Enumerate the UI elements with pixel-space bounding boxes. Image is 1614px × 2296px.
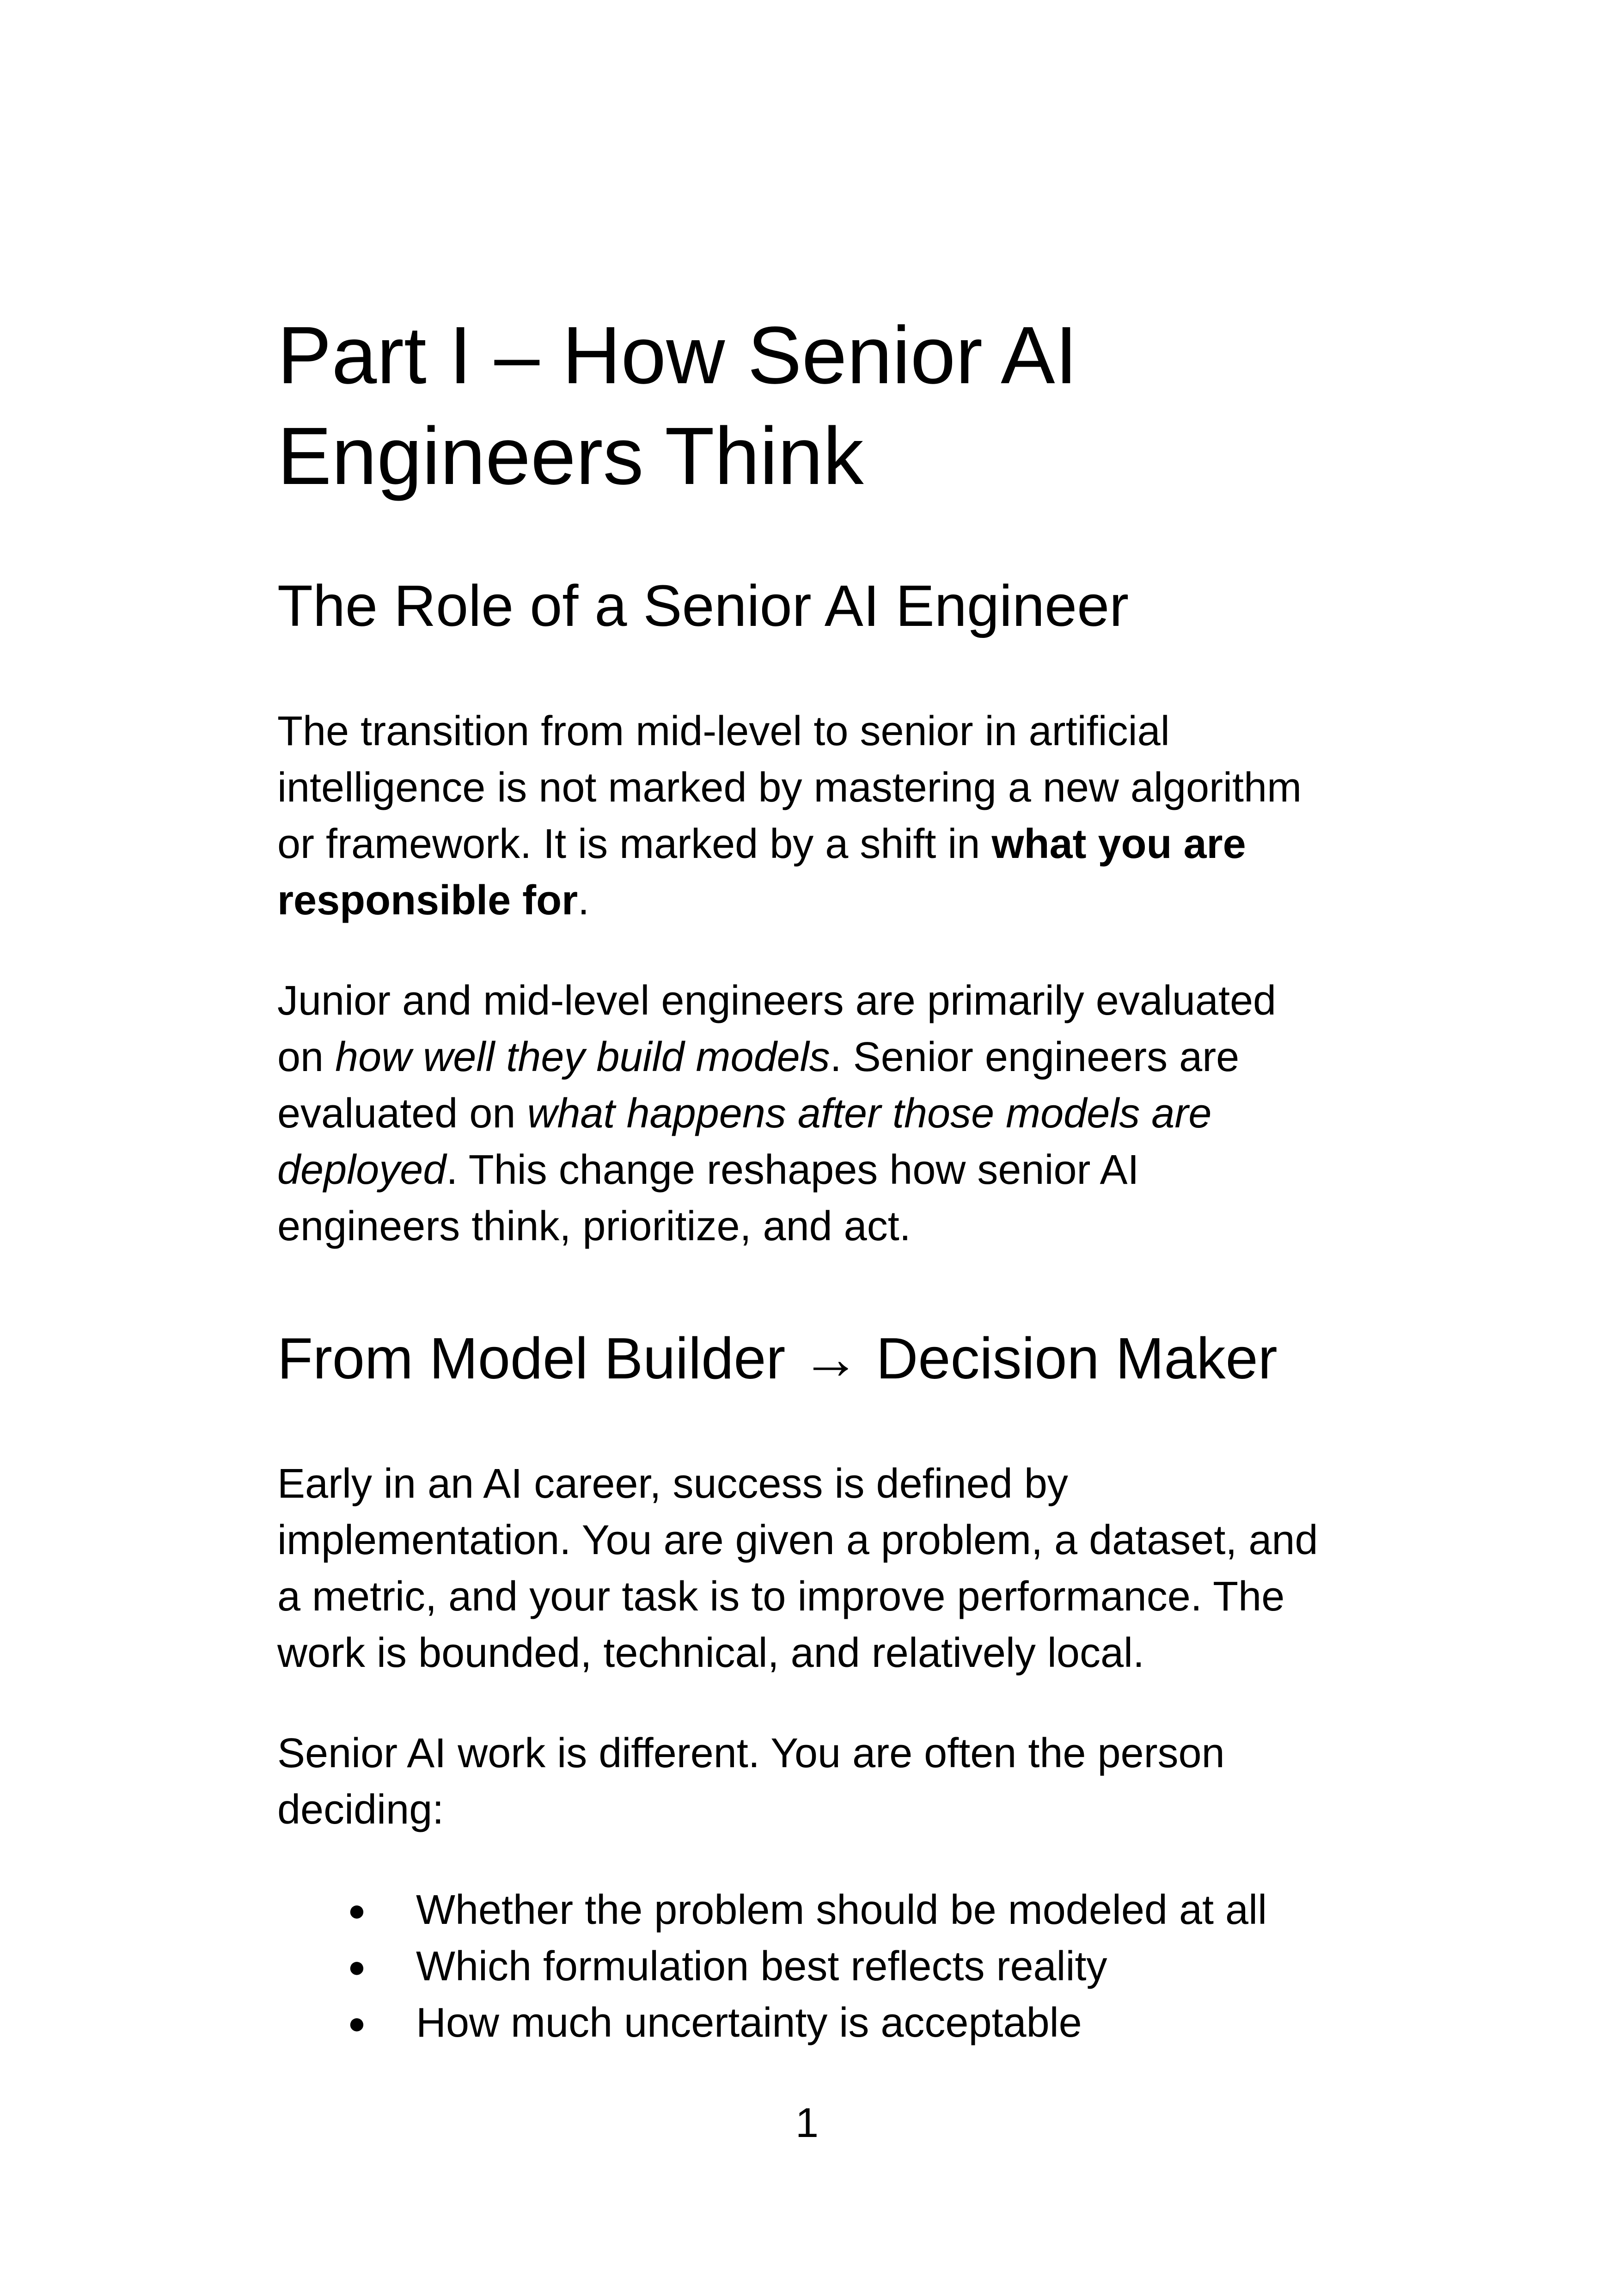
section-heading-role: The Role of a Senior AI Engineer [277, 573, 1129, 638]
italic-text: what happens after those models are [527, 1090, 1212, 1137]
paragraph-transition [277, 703, 1340, 929]
bullet-icon: ● [348, 2006, 366, 2040]
paragraph-line [277, 1142, 1340, 1198]
paragraph-early-career [277, 1456, 1340, 1681]
paragraph-line: engineers think, prioritize, and act. [277, 1203, 911, 1249]
text-run: . [578, 877, 590, 924]
paragraph-line: Junior and mid-level engineers are primarily evaluated [277, 978, 1277, 1024]
paragraph-line [277, 872, 1340, 929]
bold-text: what you are [991, 821, 1246, 867]
paragraph-line: implementation. You are given a problem, a dataset, and [277, 1517, 1318, 1563]
text-run: on [277, 1034, 336, 1080]
list-item [277, 1882, 1340, 1938]
list-item-text: Which formulation best reflects reality [416, 1943, 1107, 1990]
text-run: or framework. It is marked by a shift in [277, 821, 992, 867]
page-number: 1 [795, 2100, 819, 2146]
text-run: . Senior engineers are [830, 1034, 1240, 1080]
paragraph-line [277, 816, 1340, 872]
list-item-text: Whether the problem should be modeled at all [416, 1887, 1267, 1933]
paragraph-line: a metric, and your task is to improve performance. The [277, 1574, 1285, 1620]
paragraph-line: work is bounded, technical, and relatively local. [277, 1630, 1145, 1676]
bullet-icon: ● [348, 1893, 366, 1927]
paragraph-line [277, 1029, 1340, 1085]
paragraph-line: Senior AI work is different. You are often the person [277, 1730, 1225, 1776]
part-title-line-2: Engineers Think [277, 411, 864, 502]
decision-list [277, 1882, 1340, 2051]
list-item [277, 1938, 1340, 1995]
list-item [277, 1995, 1340, 2051]
part-title [277, 305, 1340, 507]
list-item-text: How much uncertainty is acceptable [416, 2000, 1082, 2046]
bullet-icon: ● [348, 1949, 366, 1984]
text-run: evaluated on [277, 1090, 527, 1137]
page-content [277, 305, 1340, 2051]
italic-text: how well they build models [335, 1034, 830, 1080]
paragraph-evaluation [277, 973, 1340, 1255]
text-run: . This change reshapes how senior AI [446, 1147, 1139, 1193]
paragraph-line: intelligence is not marked by mastering a new algorithm [277, 765, 1302, 811]
section-heading-decision-maker: From Model Builder → Decision Maker [277, 1326, 1278, 1391]
bold-text: responsible for [277, 877, 578, 924]
italic-text: deployed [277, 1147, 446, 1193]
part-title-line-1: Part I – How Senior AI [277, 310, 1078, 401]
paragraph-line: Early in an AI career, success is defined by [277, 1461, 1068, 1507]
paragraph-line: The transition from mid-level to senior in artificial [277, 708, 1170, 754]
paragraph-senior-work [277, 1725, 1340, 1838]
paragraph-line [277, 1085, 1340, 1142]
paragraph-line: deciding: [277, 1787, 444, 1833]
